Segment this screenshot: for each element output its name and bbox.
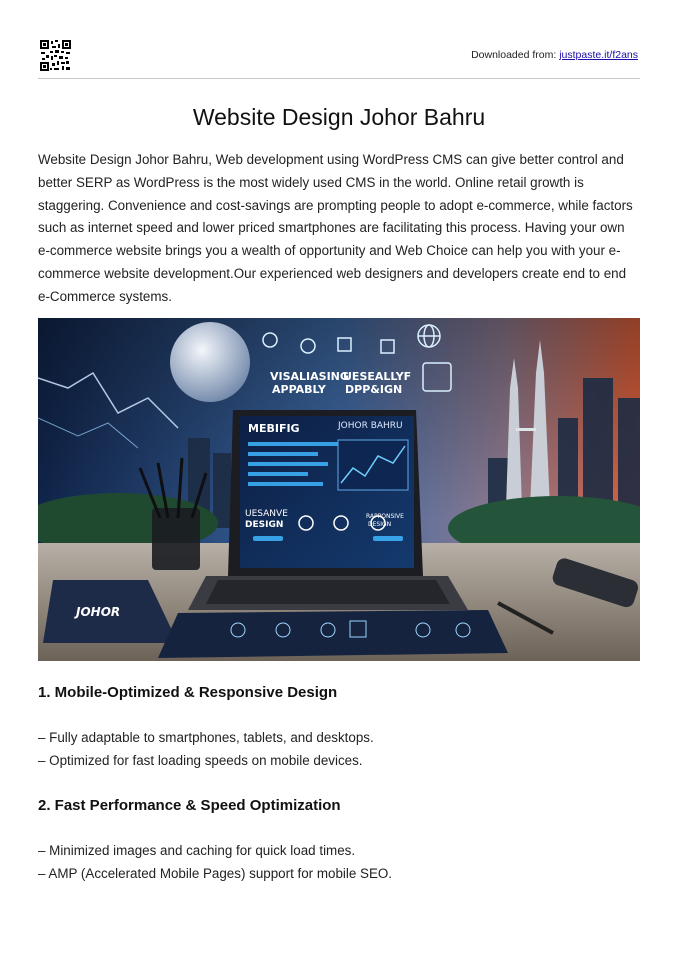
hero-text-visual: VISALIASING [270,370,349,383]
screen-resp: RAPPONSIVE [366,513,404,520]
tablet-word: JOHOR [76,605,121,619]
hero-text-dppign: DPP&IGN [345,383,403,396]
hero-text-visual2: APPABLY [272,383,326,396]
hero-illustration [38,318,640,661]
section-heading-mobile: 1. Mobile-Optimized & Responsive Design [38,684,338,701]
download-source [471,49,638,61]
list-item: – Optimized for fast loading speeds on mobile devices. [38,753,363,768]
hero-text-useally: UESEALLYF [343,370,412,383]
intro-paragraph: Website Design Johor Bahru, Web development using WordPress CMS can give better control and better SERP as WordPress is the most widely used CMS in the world. Online retail growth is staggering. Convenience and cost-savings are prompting people to adopt e-commerce, while factors such as internet speed and lower priced smartphones are facilitating this process. Having your own e-commerce website brings you a wealth of opportunity and Web Choice can help you with your e-commerce website development.Our experienced web designers and developers create end to end e-Commerce systems. [38,152,633,304]
page-title: Website Design Johor Bahru [192,104,486,130]
list-item: – Fully adaptable to smartphones, tablets, and desktops. [38,730,374,745]
screen-city: JOHOR BAHRU [338,421,403,431]
list-item: – AMP (Accelerated Mobile Pages) support for mobile SEO. [38,866,393,881]
screen-design: UESANVE [245,509,288,519]
page-header [38,40,640,79]
section-list-performance [38,839,640,885]
download-source-label: Downloaded from: [471,49,557,61]
screen-design2: DESIGN [245,520,284,530]
section-list-mobile [38,726,640,772]
qr-code-icon [40,40,71,71]
source-link[interactable]: justpaste.it/f2ans [559,49,638,61]
list-item: – Minimized images and caching for quick load times. [38,843,356,858]
section-heading-performance: 2. Fast Performance & Speed Optimization [38,797,341,814]
screen-brand: MEBIFIG [248,422,300,435]
screen-resp2: DESIGN [368,521,392,528]
